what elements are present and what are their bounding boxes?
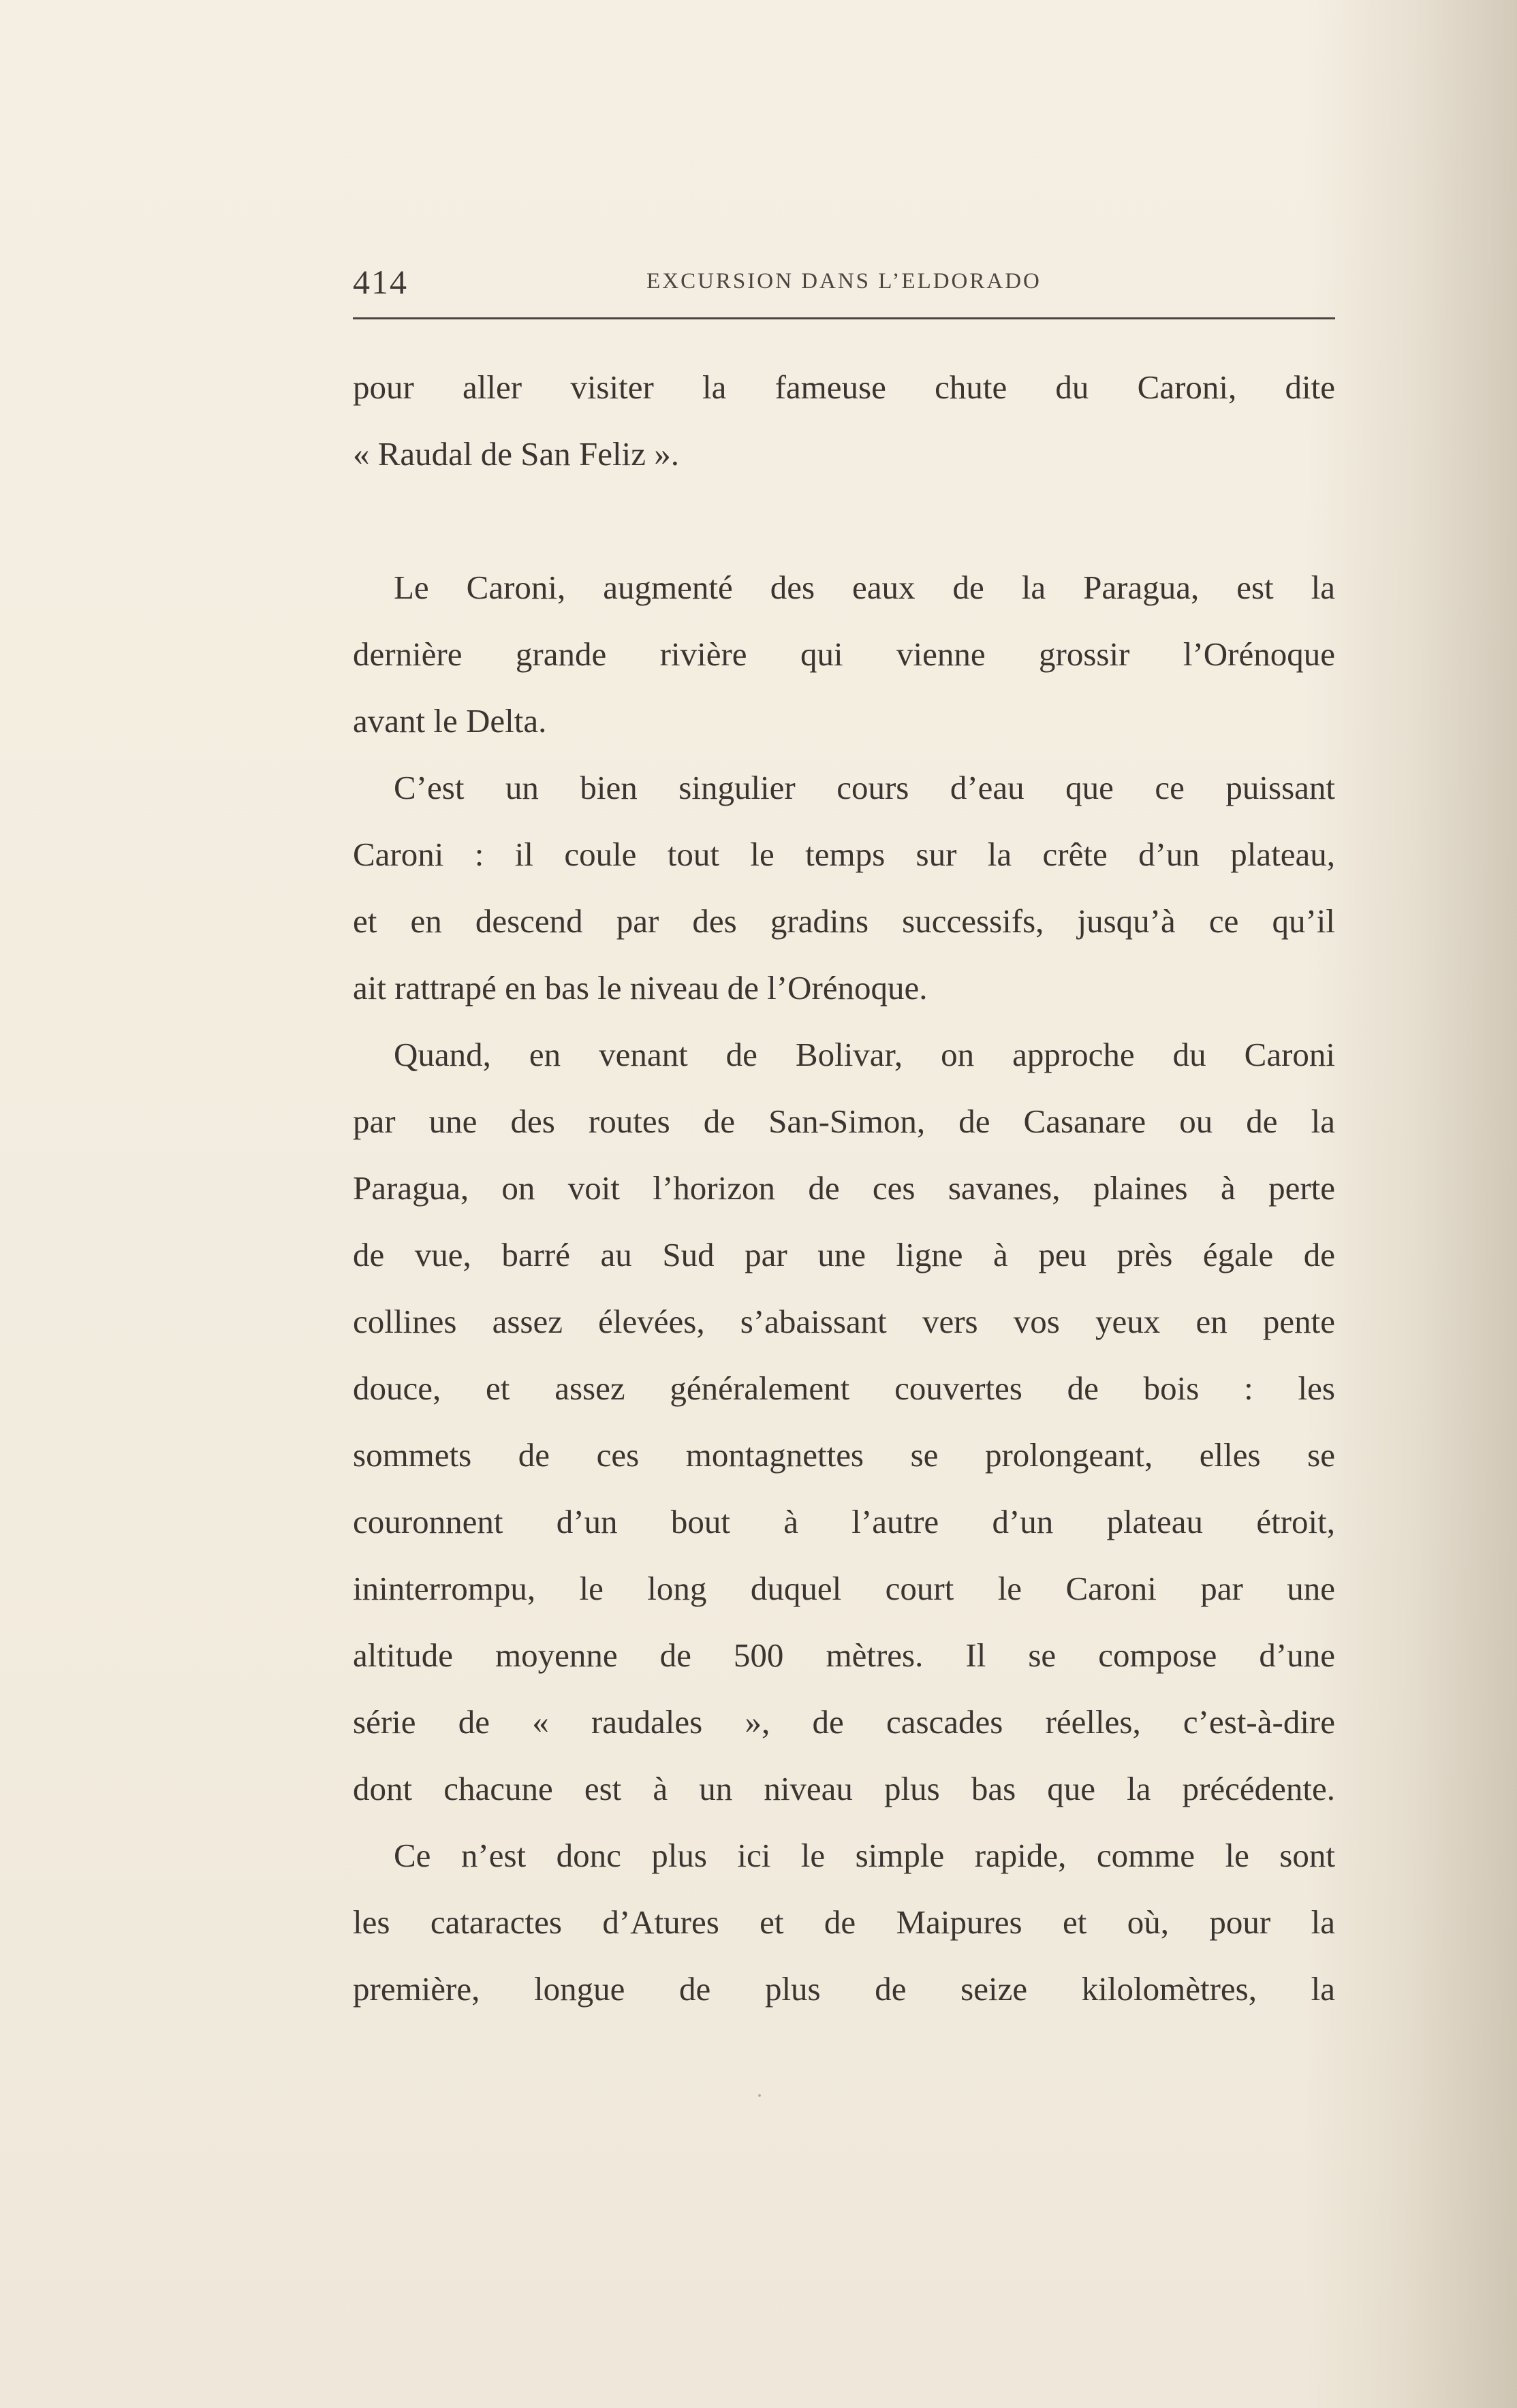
text-line: Quand, en venant de Bolivar, on approche du Caroni xyxy=(394,1036,1335,1073)
text-line: collines assez élevées, s’abaissant vers vos yeux en pente xyxy=(353,1303,1335,1340)
text-line: première, longue de plus de seize kilolomètres, la xyxy=(353,1970,1335,2008)
text-line: dernière grande rivière qui vienne grossir l’Orénoque xyxy=(353,635,1335,673)
header-rule xyxy=(353,317,1335,319)
text-line: sommets de ces montagnettes se prolongeant, elles se xyxy=(353,1436,1335,1474)
text-line: couronnent d’un bout à l’autre d’un plateau étroit, xyxy=(353,1503,1335,1540)
text-line: dont chacune est à un niveau plus bas que la précédente. xyxy=(353,1770,1335,1807)
text-line: série de « raudales », de cascades réelles, c’est-à-dire xyxy=(353,1703,1335,1741)
text-line: de vue, barré au Sud par une ligne à peu près égale de xyxy=(353,1236,1335,1273)
text-line: Paragua, on voit l’horizon de ces savanes, plaines à perte xyxy=(353,1169,1335,1207)
paper-speck xyxy=(758,2094,761,2097)
text-line: Le Caroni, augmenté des eaux de la Paragua, est la xyxy=(394,569,1335,606)
page-number: 414 xyxy=(353,263,408,301)
text-line: par une des routes de San-Simon, de Casanare ou de la xyxy=(353,1103,1335,1140)
text-line: ininterrompu, le long duquel court le Caroni par une xyxy=(353,1570,1335,1607)
page-header xyxy=(353,262,1335,323)
paragraph-gap xyxy=(353,488,1335,554)
body-text xyxy=(353,354,1335,2023)
text-line: ait rattrapé en bas le niveau de l’Orénoque. xyxy=(353,969,928,1007)
text-line: Caroni : il coule tout le temps sur la crête d’un plateau, xyxy=(353,836,1335,873)
text-line: altitude moyenne de 500 mètres. Il se compose d’une xyxy=(353,1636,1335,1674)
text-line: C’est un bien singulier cours d’eau que ce puissant xyxy=(394,769,1335,806)
text-line: les cataractes d’Atures et de Maipures et où, pour la xyxy=(353,1903,1335,1941)
text-line: avant le Delta. xyxy=(353,702,547,740)
text-line: et en descend par des gradins successifs, jusqu’à ce qu’il xyxy=(353,902,1335,940)
text-line: Ce n’est donc plus ici le simple rapide, comme le sont xyxy=(394,1837,1335,1874)
text-line: douce, et assez généralement couvertes de bois : les xyxy=(353,1369,1335,1407)
text-line: « Raudal de San Feliz ». xyxy=(353,435,680,473)
running-title: EXCURSION DANS L’ELDORADO xyxy=(646,269,1042,294)
text-line: pour aller visiter la fameuse chute du Caroni, dite xyxy=(353,368,1335,406)
